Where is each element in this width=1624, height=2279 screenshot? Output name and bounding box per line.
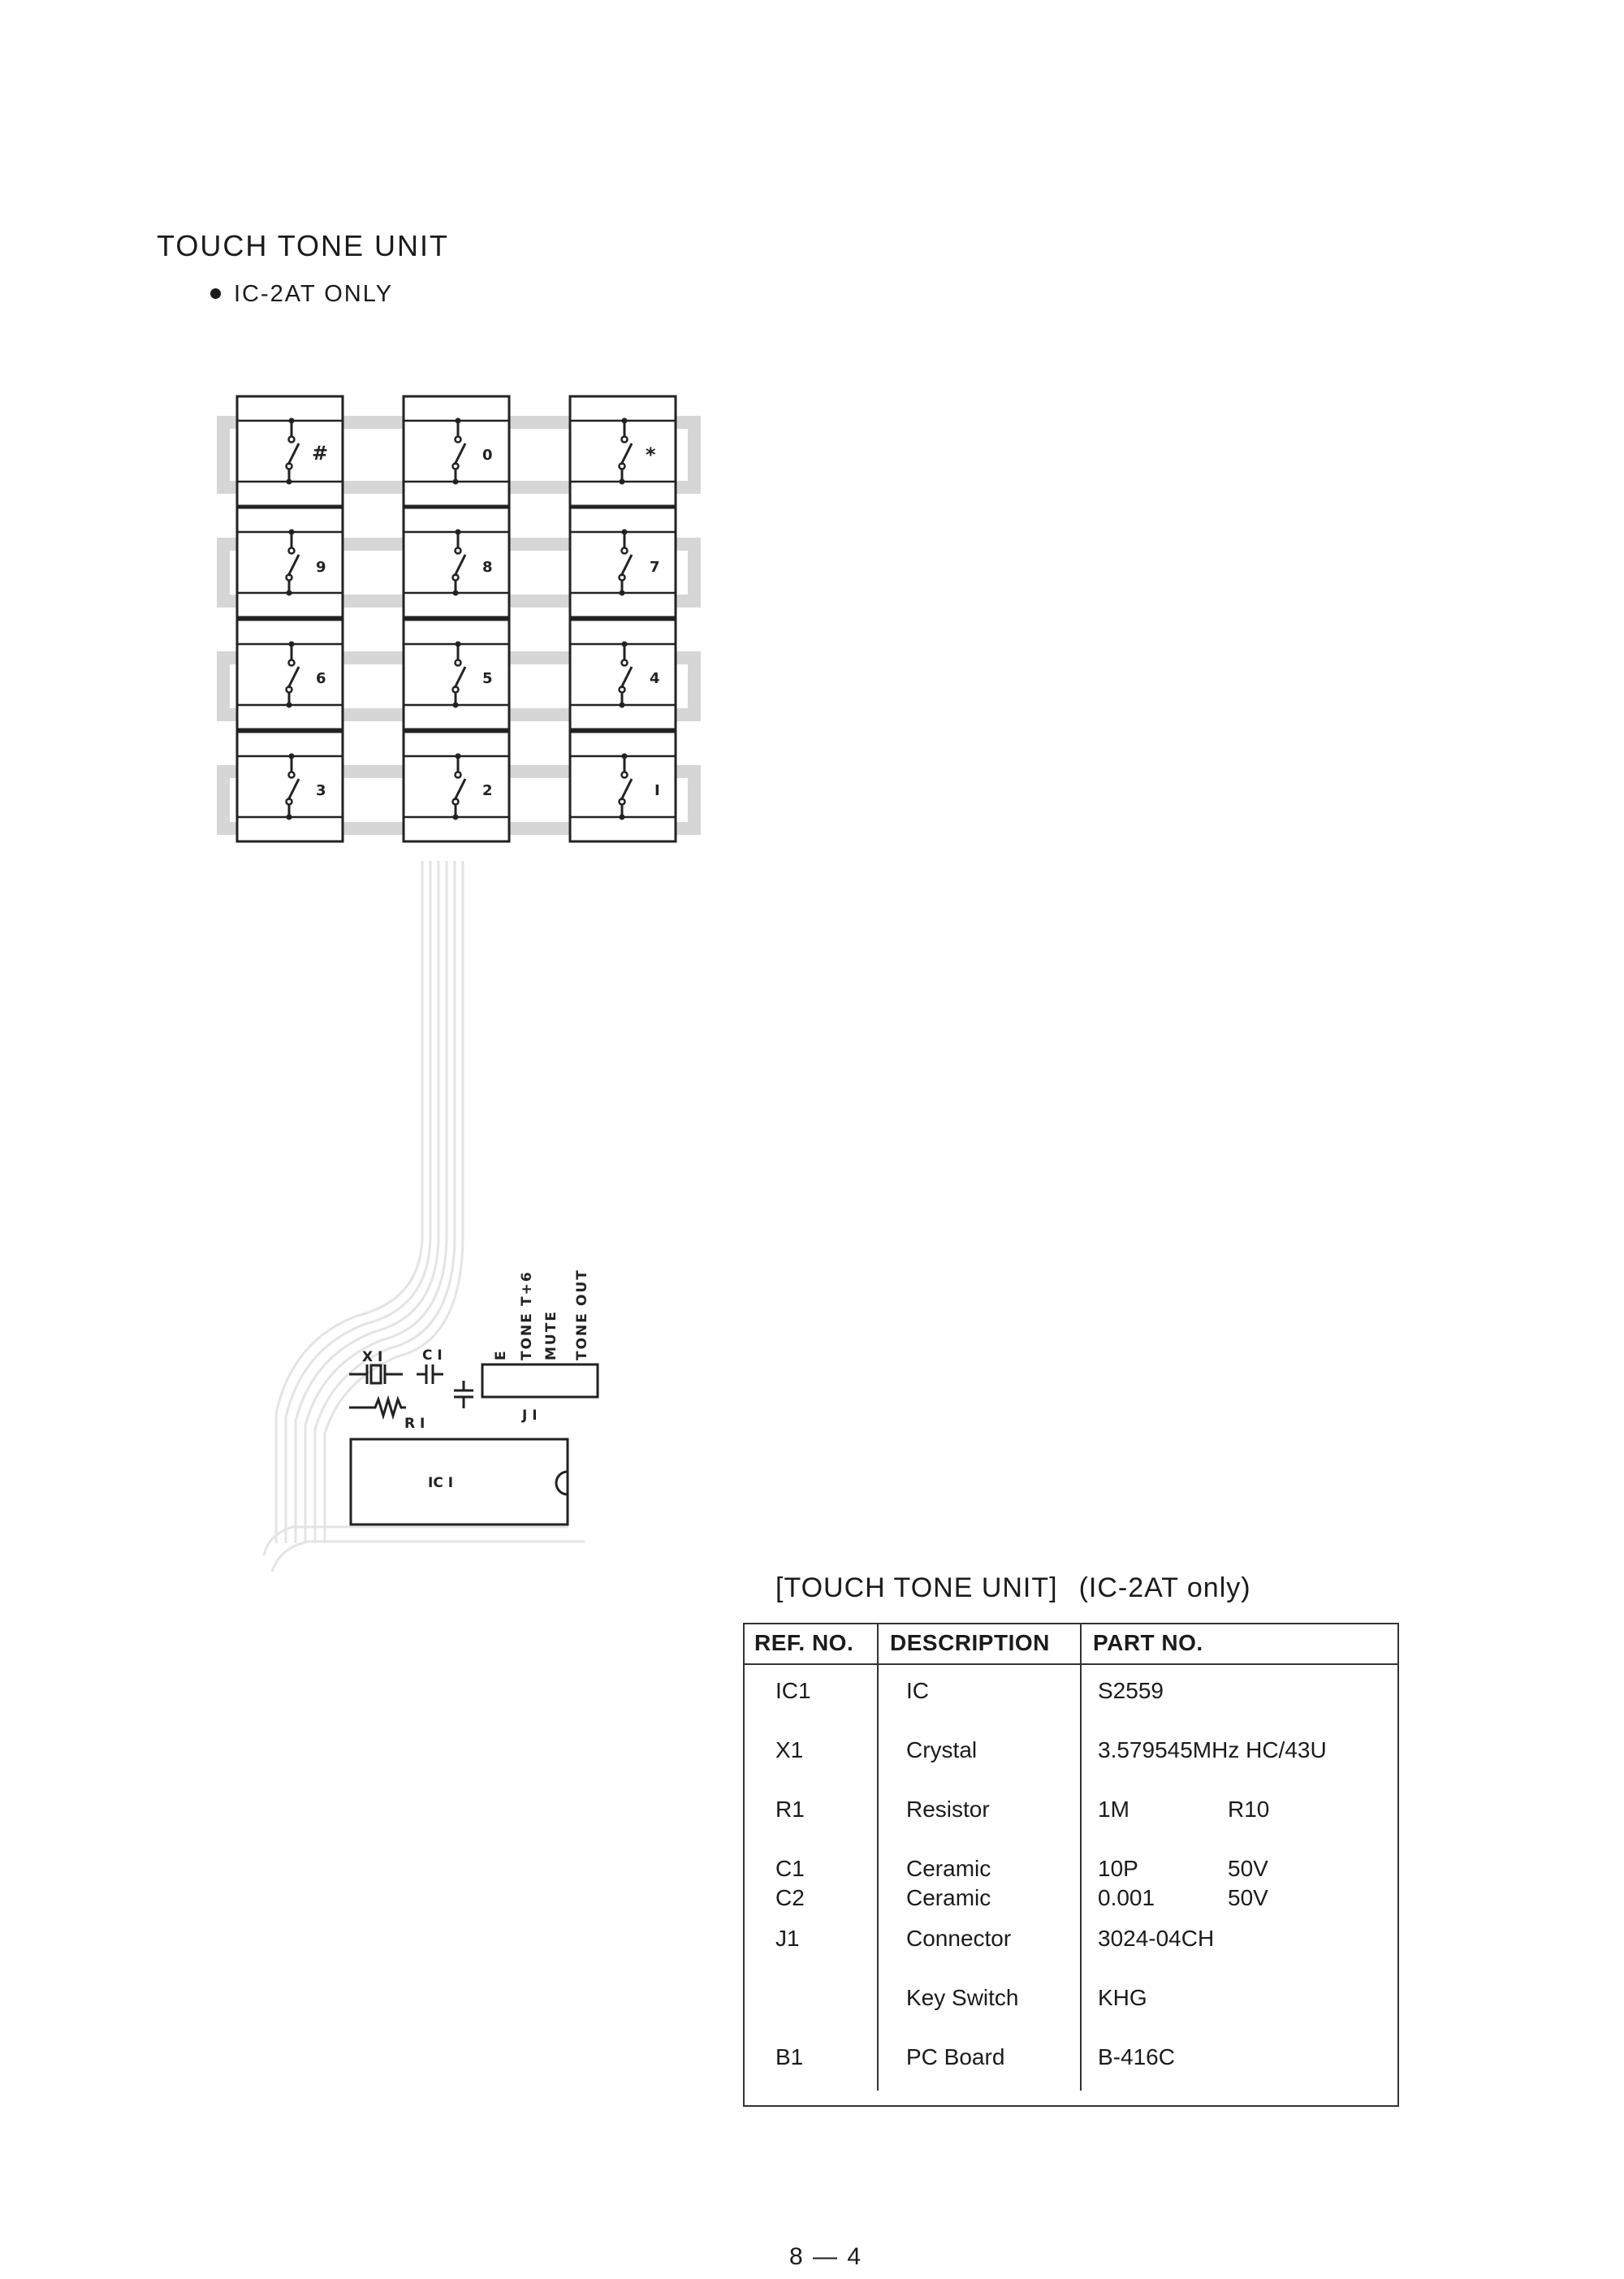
desc-cell: PC Board (878, 2031, 1081, 2091)
part-cell (1081, 1843, 1399, 1913)
header-ref-no: REF. NO. (743, 1623, 878, 1664)
capacitor-label: C I (422, 1347, 443, 1364)
key-label: I (654, 782, 660, 799)
part-cell: S2559 (1098, 1678, 1164, 1703)
keyswitch (237, 508, 343, 617)
ref-cell (743, 1843, 878, 1913)
ref-cell: B1 (743, 2031, 878, 2091)
key-label: 2 (482, 782, 493, 799)
desc-cell (878, 1843, 1081, 1913)
parts-table-caption-model: (IC-2AT only) (1078, 1572, 1251, 1603)
connector-j1-body (482, 1364, 598, 1397)
keyswitch (404, 620, 509, 729)
connector-label: J I (522, 1408, 538, 1424)
table-row (743, 1724, 1399, 1784)
part-number: 1M (1098, 1797, 1129, 1822)
keyswitch (404, 732, 509, 841)
part-cell: 3.579545MHz HC/43U (1098, 1737, 1327, 1762)
capacitor-c1-symbol (417, 1364, 443, 1384)
part-cell: 3024-04CH (1098, 1926, 1215, 1951)
key-label: * (646, 443, 656, 466)
ref-cell (743, 1972, 878, 2031)
keyswitch (570, 396, 676, 506)
resistor-r1-symbol (349, 1399, 406, 1416)
table-row (743, 1664, 1399, 1724)
ref-line: C2 (775, 1885, 805, 1910)
desc-line: Ceramic (906, 1856, 991, 1881)
ref-cell: R1 (743, 1784, 878, 1843)
connector-pin-label: OUT (574, 1269, 590, 1306)
key-label: 8 (482, 559, 493, 576)
key-label: 9 (316, 559, 326, 576)
parts-table-caption-unit: [TOUCH TONE UNIT] (775, 1572, 1058, 1603)
table-row (743, 1972, 1399, 2031)
table-row (743, 1784, 1399, 1843)
desc-cell: Key Switch (878, 1972, 1081, 2031)
ref-line: C1 (775, 1856, 805, 1881)
part-value: 50V (1228, 1885, 1268, 1910)
keypad-switches (237, 396, 676, 841)
ref-cell: IC1 (743, 1664, 878, 1724)
capacitor-c2-symbol (454, 1381, 473, 1408)
key-label: # (312, 442, 329, 465)
desc-cell: Crystal (878, 1724, 1081, 1784)
connector-pin-label: MUTE (543, 1310, 559, 1360)
page-number: 8 — 4 (789, 2243, 863, 2270)
ref-cell: J1 (743, 1913, 878, 1972)
key-label: 3 (316, 782, 326, 799)
page-title: TOUCH TONE UNIT (157, 229, 450, 262)
model-note-text: IC-2AT ONLY (234, 281, 394, 307)
table-header-row (743, 1623, 1399, 1664)
table-row (743, 2031, 1399, 2091)
ref-cell: X1 (743, 1724, 878, 1784)
part-line (1098, 1883, 1399, 1913)
parts-table-caption (775, 1572, 1251, 1604)
crystal-label: X I (362, 1349, 383, 1365)
key-label: 0 (482, 447, 493, 464)
desc-cell: IC (878, 1664, 1081, 1724)
keyswitch (404, 508, 509, 617)
ic1-body (351, 1439, 568, 1524)
resistor-label: R I (404, 1416, 425, 1432)
part-value: R10 (1228, 1797, 1270, 1822)
keyswitch (404, 396, 509, 506)
keyswitch (237, 732, 343, 841)
part-number: 10P (1098, 1856, 1138, 1881)
part-cell: B-416C (1098, 2044, 1175, 2069)
key-label: 6 (316, 670, 326, 687)
key-label: 4 (650, 670, 660, 687)
table-row (743, 1843, 1399, 1913)
header-description: DESCRIPTION (878, 1623, 1081, 1664)
part-cell (1081, 1784, 1399, 1843)
desc-cell: Connector (878, 1913, 1081, 1972)
part-line (1098, 1854, 1399, 1883)
desc-line: Ceramic (906, 1885, 991, 1910)
part-number: 0.001 (1098, 1885, 1155, 1910)
desc-cell: Resistor (878, 1784, 1081, 1843)
key-label: 5 (482, 670, 493, 687)
part-value: 50V (1228, 1856, 1268, 1881)
connector-pin-label: TONE (519, 1312, 535, 1360)
connector-pin-label: E (493, 1349, 509, 1360)
table-row (743, 1913, 1399, 1972)
parts-table (743, 1623, 1399, 2091)
part-cell: KHG (1098, 1985, 1147, 2010)
header-part-no: PART NO. (1081, 1623, 1399, 1664)
key-label: 7 (650, 559, 660, 576)
connector-pin-label: TONE (574, 1312, 590, 1360)
ic1-notch (556, 1472, 568, 1494)
connector-pin-label: T+6 (519, 1270, 535, 1306)
keyswitch (237, 620, 343, 729)
ic-label: IC I (428, 1475, 454, 1491)
component-symbols (349, 1364, 598, 1524)
